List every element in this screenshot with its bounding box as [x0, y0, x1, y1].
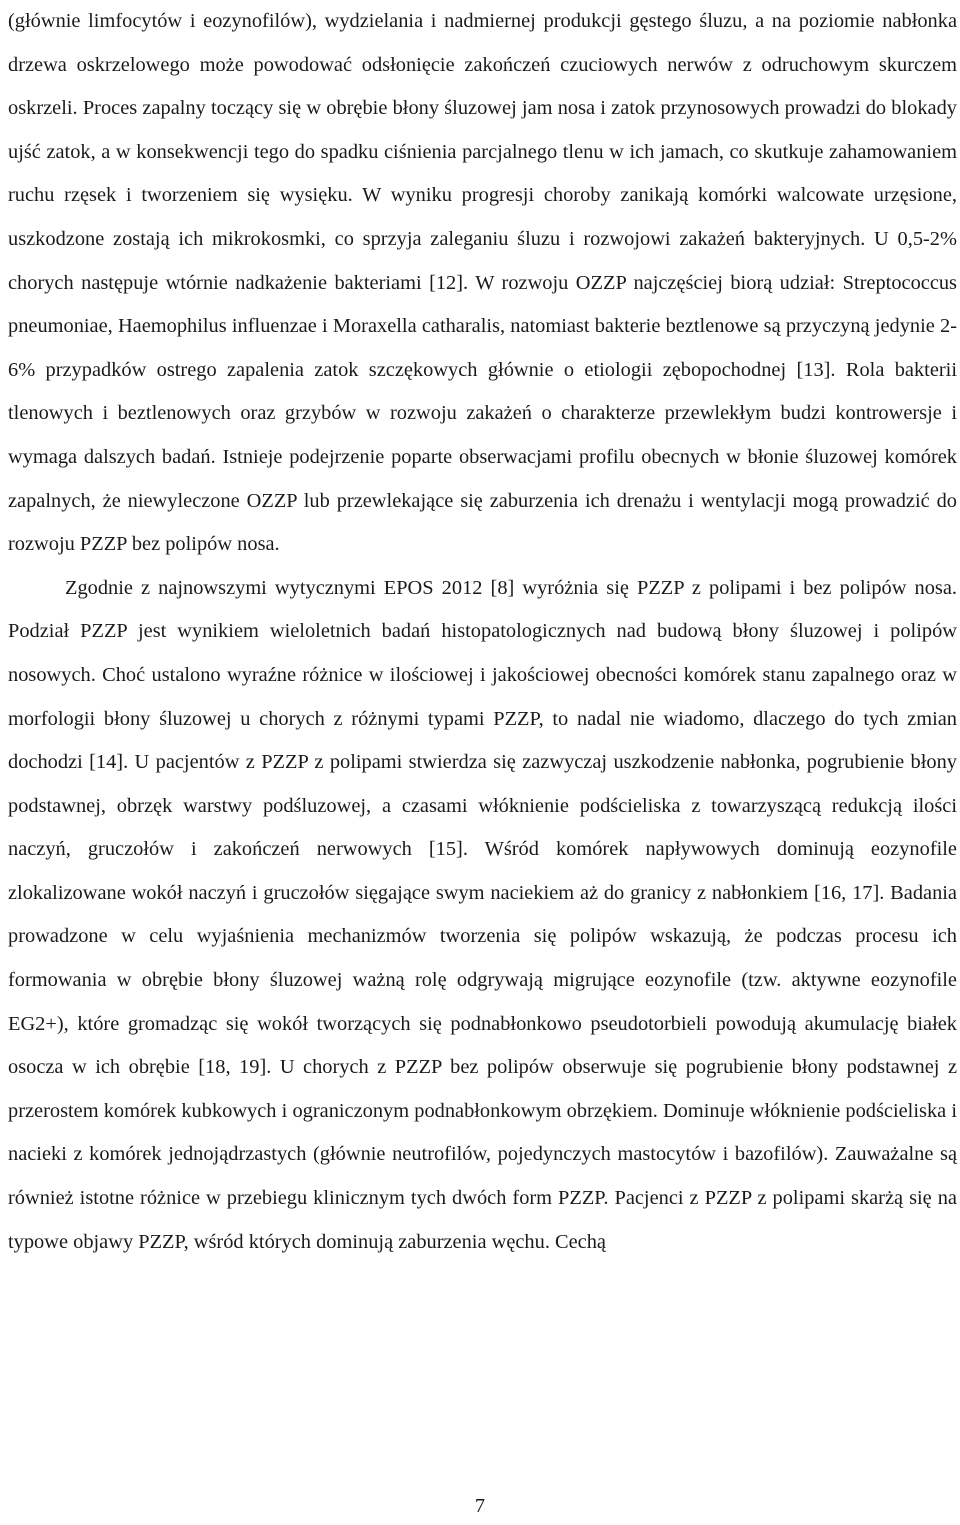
- body-text: [8, 0, 957, 1264]
- paragraph-1: (głównie limfocytów i eozynofilów), wydzielania i nadmiernej produkcji gęstego śluzu, a na poziomie nabłonka drzewa oskrzelowego może powodować odsłonięcie zakończeń czuciowych nerwów z odruchowym skurczem oskrzeli. Proces zapalny toczący się w obrębie błony śluzowej jam nosa i zatok przynosowych prowadzi do blokady ujść zatok, a w konsekwencji tego do spadku ciśnienia parcjalnego tlenu w ich jamach, co skutkuje zahamowaniem ruchu rzęsek i tworzeniem się wysięku. W wyniku progresji choroby zanikają komórki walcowate urzęsione, uszkodzone zostają ich mikrokosmki, co sprzyja zaleganiu śluzu i rozwojowi zakażeń bakteryjnych. U 0,5-2% chorych następuje wtórnie nadkażenie bakteriami [12]. W rozwoju OZZP najczęściej biorą udział: Streptococcus pneumoniae, Haemophilus influenzae i Moraxella catharalis, natomiast bakterie beztlenowe są przyczyną jedynie 2-6% przypadków ostrego zapalenia zatok szczękowych głównie o etiologii zębopochodnej [13]. Rola bakterii tlenowych i beztlenowych oraz grzybów w rozwoju zakażeń o charakterze przewlekłym budzi kontrowersje i wymaga dalszych badań. Istnieje podejrzenie poparte obserwacjami profilu obecnych w błonie śluzowej komórek zapalnych, że niewyleczone OZZP lub przewlekające się zaburzenia ich drenażu i wentylacji mogą prowadzić do rozwoju PZZP bez polipów nosa.: [8, 10, 957, 556]
- paragraph-2: Zgodnie z najnowszymi wytycznymi EPOS 2012 [8] wyróżnia się PZZP z polipami i bez polipów nosa. Podział PZZP jest wynikiem wieloletnich badań histopatologicznych nad budową błony śluzowej i polipów nosowych. Choć ustalono wyraźne różnice w ilościowej i jakościowej obecności komórek stanu zapalnego oraz w morfologii błony śluzowej u chorych z różnymi typami PZZP, to nadal nie wiadomo, dlaczego do tych zmian dochodzi [14]. U pacjentów z PZZP z polipami stwierdza się zazwyczaj uszkodzenie nabłonka, pogrubienie błony podstawnej, obrzęk warstwy podśluzowej, a czasami włóknienie podścieliska z towarzyszącą redukcją ilości naczyń, gruczołów i zakończeń nerwowych [15]. Wśród komórek napływowych dominują eozynofile zlokalizowane wokół naczyń i gruczołów sięgające swym naciekiem aż do granicy z nabłonkiem [16, 17]. Badania prowadzone w celu wyjaśnienia mechanizmów tworzenia się polipów wskazują, że podczas procesu ich formowania w obrębie błony śluzowej ważną rolę odgrywają migrujące eozynofile (tzw. aktywne eozynofile EG2+), które gromadząc się wokół tworzących się podnabłonkowo pseudotorbieli powodują akumulację białek osocza w ich obrębie [18, 19]. U chorych z PZZP bez polipów obserwuje się pogrubienie błony podstawnej z przerostem komórek kubkowych i ograniczonym podnabłonkowym obrzękiem. Dominuje włóknienie podścieliska i nacieki z komórek jednojądrzastych (głównie neutrofilów, pojedynczych mastocytów i bazofilów). Zauważalne są również istotne różnice w przebiegu klinicznym tych dwóch form PZZP. Pacjenci z PZZP z polipami skarżą się na typowe objawy PZZP, wśród których dominują zaburzenia węchu. Cechą: [8, 576, 957, 1253]
- page-number: 7: [474, 1495, 486, 1517]
